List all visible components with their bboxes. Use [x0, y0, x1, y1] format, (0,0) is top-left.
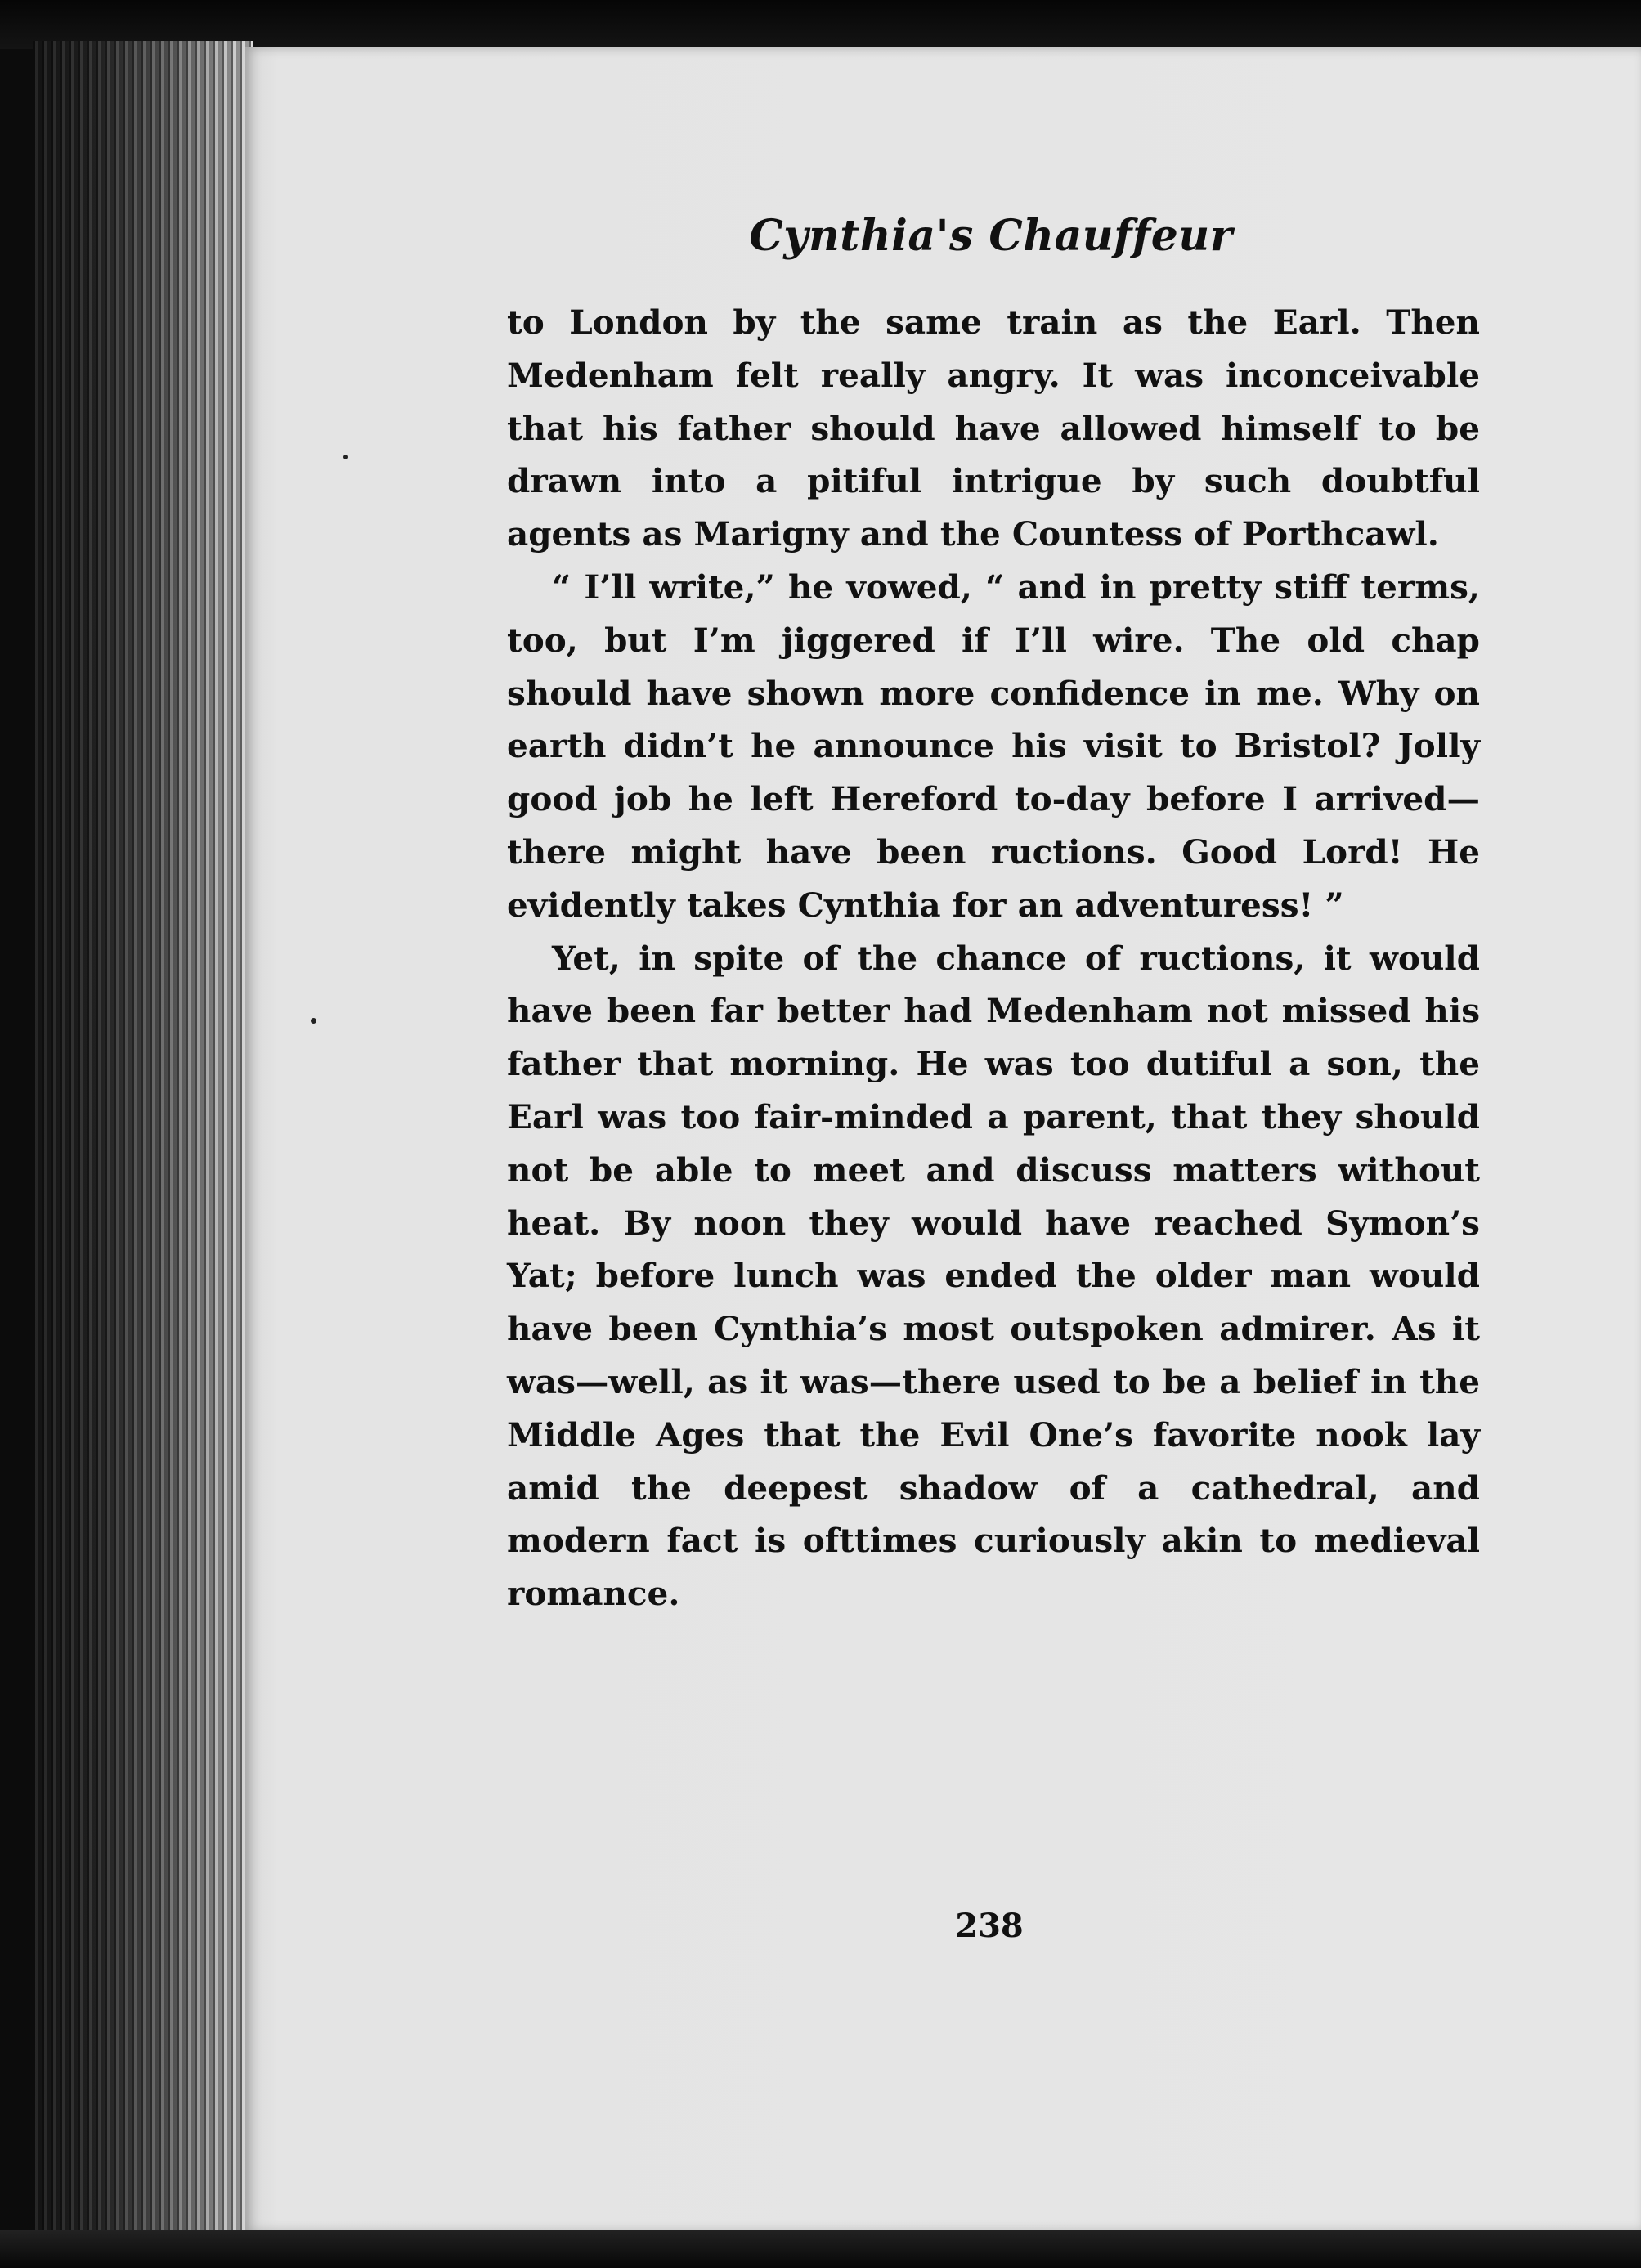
paragraph-3: Yet, in spite of the chance of ructions, it would have been far better had Medenham not missed his father that morning. He was too dutiful a son, the Earl was too fair-minded a parent, that they should not be able to meet and discuss matters without heat. By noon they would have reached Symon’s Yat; before lunch was ended the older man would have been Cynthia’s most outspoken admirer. As it was—well, as it was—there used to be a belief in the Middle Ages that the Evil One’s favorite nook lay amid the deepest shadow of a cathedral, and modern fact is ofttimes curiously akin to medieval romance.	[507, 938, 1480, 1614]
bottom-edge-shadow	[0, 2230, 1641, 2268]
book-spine-edge	[33, 41, 253, 2232]
paragraph-1: to London by the same train as the Earl. Then Medenham felt really angry. It was inconceivable that his father should have allowed himself to be drawn into a pitiful intrigue by such doubtful agents as Marigny and the Countess of Porthcawl.	[507, 303, 1480, 554]
running-head: Cynthia's Chauffeur	[749, 211, 1233, 261]
scan-speck	[343, 455, 348, 459]
body-text	[507, 296, 1480, 1620]
scan-speck	[311, 1018, 316, 1024]
page-number: 238	[955, 1907, 1024, 1945]
paragraph-2: “ I’ll write,” he vowed, “ and in pretty stiff terms, too, but I’m jiggered if I’ll wire. The old chap should have shown more confidence in me. Why on earth didn’t he announce his visit to Bristol? Jolly good job he left Hereford to-day before I arrived—there might have been ructions. Good Lord! He evidently takes Cynthia for an adventuress! ”	[507, 567, 1480, 925]
